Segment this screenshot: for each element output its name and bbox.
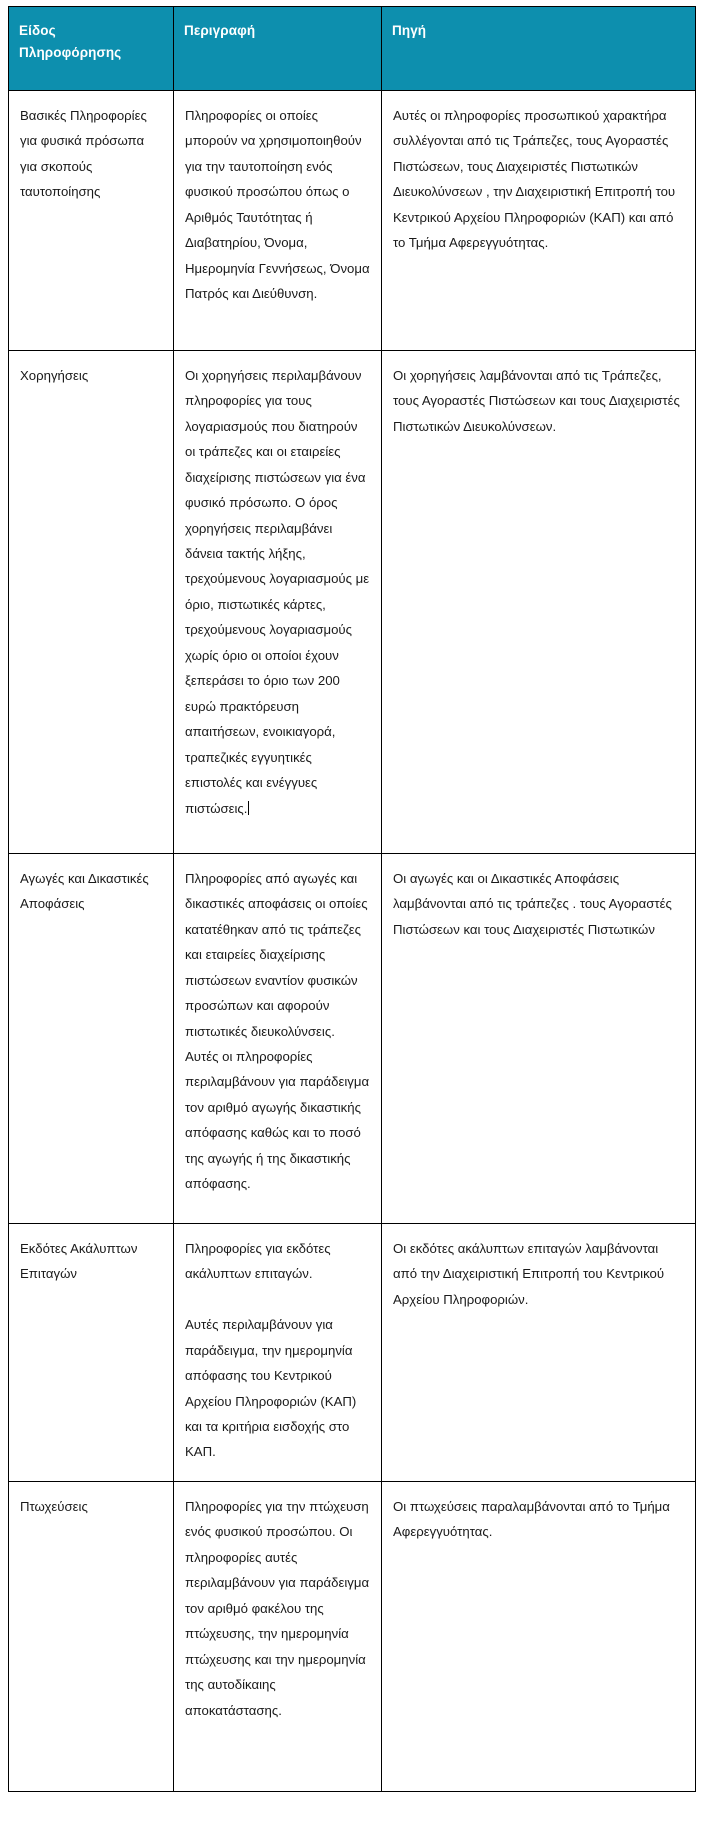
table-row — [9, 1481, 696, 1791]
cell-type: Χορηγήσεις — [9, 350, 174, 853]
column-header-type-line1: Είδος — [19, 23, 56, 38]
column-header-source: Πηγή — [382, 7, 696, 91]
table-header-row — [9, 7, 696, 91]
table-row — [9, 90, 696, 350]
column-header-type-line2: Πληροφόρησης — [19, 44, 122, 60]
table-row — [9, 350, 696, 853]
table-body — [9, 90, 696, 1791]
table-row — [9, 1223, 696, 1481]
cell-type: Πτωχεύσεις — [9, 1481, 174, 1791]
cell-description — [174, 350, 382, 853]
cell-description-paragraph: Πληροφορίες για εκδότες ακάλυπτων επιταγών. — [185, 1240, 331, 1282]
cell-source: Αυτές οι πληροφορίες προσωπικού χαρακτήρα συλλέγονται από τις Τράπεζες, τους Αγοραστές Πιστώσεων, τους Διαχειριστές Πιστωτικών Διευκολύνσεων , την Διαχειριστική Επιτροπή του Κεντρικού Αρχείου Πληροφοριών (ΚΑΠ) και από το Τμήμα Αφερεγγυότητας. — [382, 90, 696, 350]
cell-description: Πληροφορίες για την πτώχευση ενός φυσικού προσώπου. Οι πληροφορίες αυτές περιλαμβάνουν για παράδειγμα τον αριθμό φακέλου της πτώχευσης, την ημερομηνία πτώχευσης και την ημερομηνία της αυτοδίκαιης αποκατάστασης. — [174, 1481, 382, 1791]
cell-description: Πληροφορίες οι οποίες μπορούν να χρησιμοποιηθούν για την ταυτοποίηση ενός φυσικού προσώπου όπως ο Αριθμός Ταυτότητας ή Διαβατηρίου, Όνομα, Ημερομηνία Γεννήσεως, Όνομα Πατρός και Διεύθυνση. — [174, 90, 382, 350]
cell-description: Πληροφορίες από αγωγές και δικαστικές αποφάσεις οι οποίες κατατέθηκαν από τις τράπεζες και εταιρείες διαχείρισης πιστώσεων εναντίον φυσικών προσώπων και αφορούν πιστωτικές διευκολύνσεις. Αυτές οι πληροφορίες περιλαμβάνουν για παράδειγμα τον αριθμό αγωγής δικαστικής απόφασης καθώς και το ποσό της αγωγής ή της δικαστικής απόφασης. — [174, 853, 382, 1223]
cell-description-paragraph: Αυτές περιλαμβάνουν για παράδειγμα, την ημερομηνία απόφασης του Κεντρικού Αρχείου Πληροφοριών (ΚΑΠ) και τα κριτήρια εισδοχής στο ΚΑΠ. — [185, 1317, 357, 1460]
information-types-table — [8, 6, 696, 1792]
text-cursor — [248, 801, 249, 815]
cell-source: Οι χορηγήσεις λαμβάνονται από τις Τράπεζες, τους Αγοραστές Πιστώσεων και τους Διαχειριστές Πιστωτικών Διευκολύνσεων. — [382, 350, 696, 853]
cell-type: Αγωγές και Δικαστικές Αποφάσεις — [9, 853, 174, 1223]
cell-type: Εκδότες Ακάλυπτων Επιταγών — [9, 1223, 174, 1481]
cell-source: Οι αγωγές και οι Δικαστικές Αποφάσεις λαμβάνονται από τις τράπεζες . τους Αγοραστές Πιστώσεων και τους Διαχειριστές Πιστωτικών — [382, 853, 696, 1223]
cell-type: Βασικές Πληροφορίες για φυσικά πρόσωπα για σκοπούς ταυτοποίησης — [9, 90, 174, 350]
cell-description-text: Οι χορηγήσεις περιλαμβάνουν πληροφορίες για τους λογαριασμούς που διατηρούν οι τράπεζες και οι εταιρείες διαχείρισης πιστώσεων για ένα φυσικό πρόσωπο. Ο όρος χορηγήσεις περιλαμβάνει δάνεια τακτής λήξης, τρεχούμενους λογαριασμούς με όριο, πιστωτικές κάρτες, τρεχούμενους λογαριασμούς χωρίς όριο οι οποίοι έχουν ξεπεράσει το όριο των 200 ευρώ πρακτόρευση απαιτήσεων, ενοικιαγορά, τραπεζικές εγγυητικές επιστολές και ενέγγυες πιστώσεις. — [185, 367, 370, 816]
table-row — [9, 853, 696, 1223]
cell-source: Οι πτωχεύσεις παραλαμβάνονται από το Τμήμα Αφερεγγυότητας. — [382, 1481, 696, 1791]
table-header — [9, 7, 696, 91]
cell-description — [174, 1223, 382, 1481]
cell-source: Οι εκδότες ακάλυπτων επιταγών λαμβάνονται από την Διαχειριστική Επιτροπή του Κεντρικού Αρχείου Πληροφοριών. — [382, 1223, 696, 1481]
column-header-description: Περιγραφή — [174, 7, 382, 91]
column-header-type — [9, 7, 174, 91]
